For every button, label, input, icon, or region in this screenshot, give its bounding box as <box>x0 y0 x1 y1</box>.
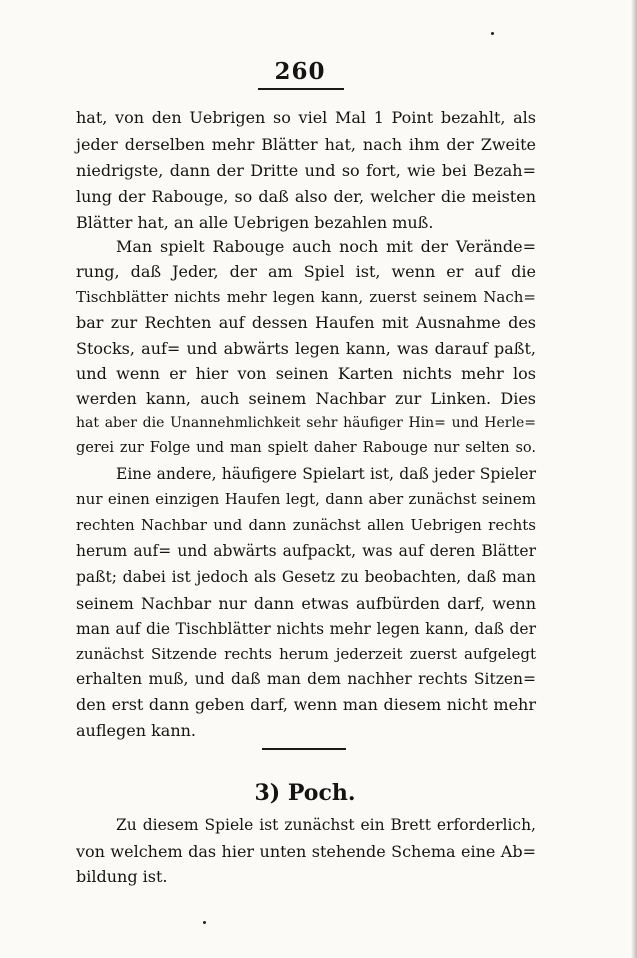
text-line: jeder derselben mehr Blätter hat, nach ihm der Zweite <box>76 135 536 154</box>
text-line: man auf die Tischblätter nichts mehr legen kann, daß der <box>76 620 536 638</box>
text-line: Stocks, auf= und abwärts legen kann, was darauf paßt, <box>76 339 536 358</box>
text-line: seinem Nachbar nur dann etwas aufbürden darf, wenn <box>76 594 536 613</box>
text-line: nur einen einzigen Haufen legt, dann aber zunächst seinem <box>76 490 536 508</box>
page-number-underline <box>258 88 344 90</box>
section-heading: 3) Poch. <box>254 780 356 806</box>
text-line: hat, von den Uebrigen so viel Mal 1 Point bezahlt, als <box>76 108 536 127</box>
section-divider <box>262 748 346 750</box>
text-line: und wenn er hier von seinen Karten nichts mehr los <box>76 364 536 383</box>
text-line: herum auf= und abwärts aufpackt, was auf deren Blätter <box>76 542 536 560</box>
text-line: bar zur Rechten auf dessen Haufen mit Ausnahme des <box>76 313 536 332</box>
text-line: bildung ist. <box>76 867 168 886</box>
page-number: 260 <box>274 58 326 85</box>
text-line: von welchem das hier unten stehende Schema eine Ab= <box>76 842 536 861</box>
text-line: erhalten muß, und daß man dem nachher rechts Sitzen= <box>76 670 536 688</box>
print-speck <box>491 32 494 35</box>
text-line: Eine andere, häufigere Spielart ist, daß jeder Spieler <box>116 465 536 483</box>
text-line: gerei zur Folge und man spielt daher Rabouge nur selten so. <box>76 440 536 456</box>
text-line: werden kann, auch seinem Nachbar zur Linken. Dies <box>76 389 536 408</box>
text-line: hat aber die Unannehmlichkeit sehr häufiger Hin= und Herle= <box>76 415 536 431</box>
text-line: Tischblätter nichts mehr legen kann, zuerst seinem Nach= <box>76 288 536 306</box>
page-edge-shadow <box>631 0 637 958</box>
text-line: zunächst Sitzende rechts herum jederzeit zuerst aufgelegt <box>76 645 536 663</box>
text-line: paßt; dabei ist jedoch als Gesetz zu beobachten, daß man <box>76 568 536 586</box>
text-line: den erst dann geben darf, wenn man diesem nicht mehr <box>76 695 536 714</box>
text-line: Blätter hat, an alle Uebrigen bezahlen muß. <box>76 213 434 232</box>
text-line: lung der Rabouge, so daß also der, welcher die meisten <box>76 187 536 206</box>
text-line: auflegen kann. <box>76 721 197 740</box>
print-speck <box>203 921 206 924</box>
text-line: rechten Nachbar und dann zunächst allen Uebrigen rechts <box>76 516 536 534</box>
text-line: Zu diesem Spiele ist zunächst ein Brett erforderlich, <box>116 816 536 834</box>
text-line: rung, daß Jeder, der am Spiel ist, wenn er auf die <box>76 262 536 281</box>
text-line: Man spielt Rabouge auch noch mit der Verände= <box>116 237 536 256</box>
text-line: niedrigste, dann der Dritte und so fort, wie bei Bezah= <box>76 161 536 180</box>
